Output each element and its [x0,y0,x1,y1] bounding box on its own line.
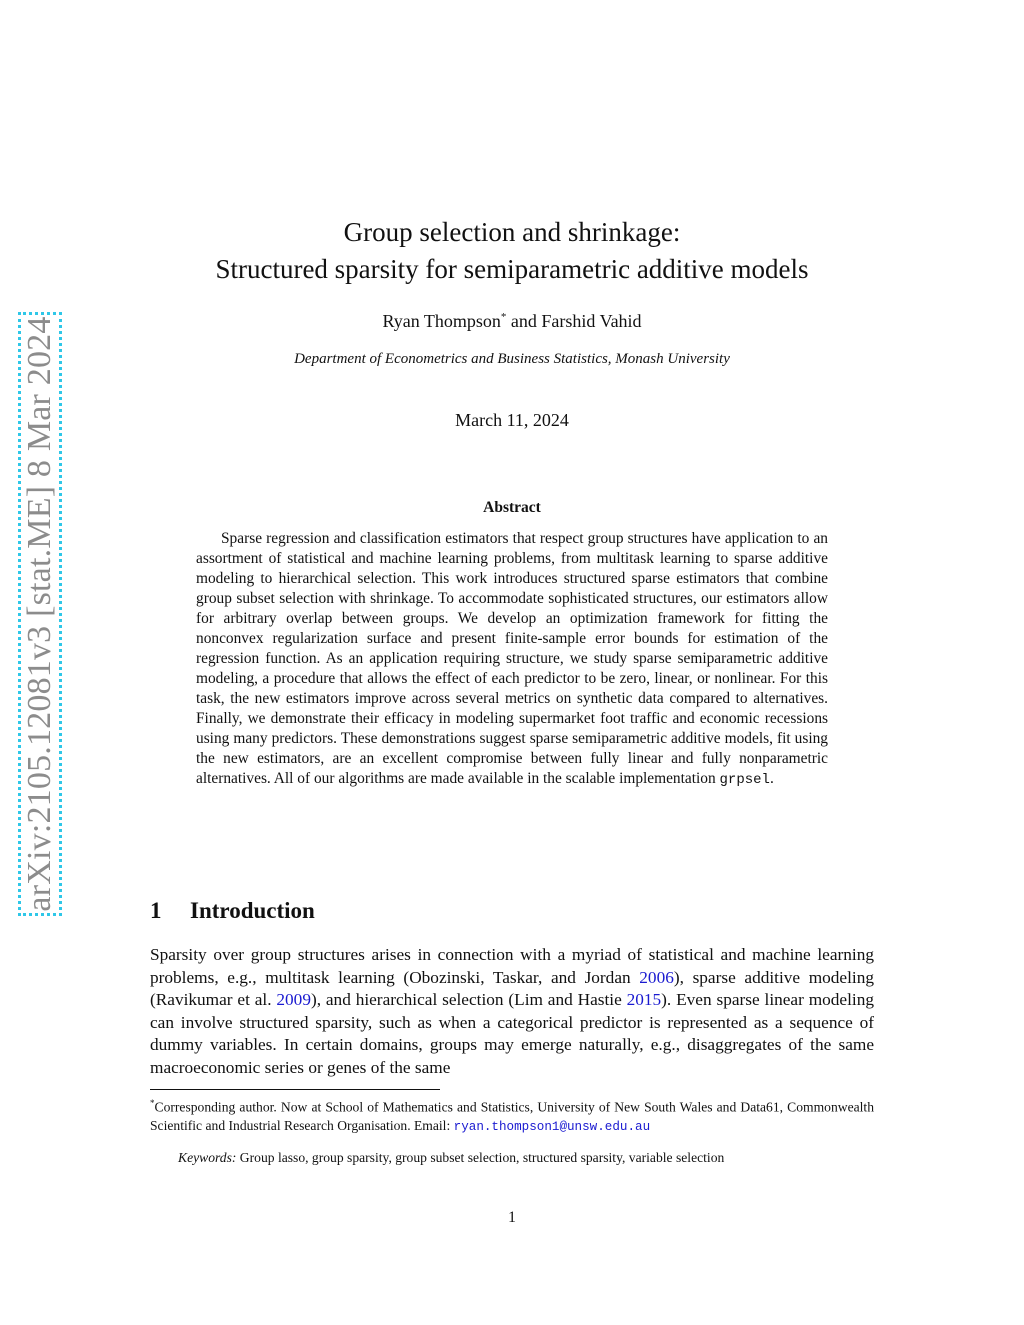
abstract-end: . [769,770,774,787]
footnote [150,1094,874,1136]
package-name: grpsel [719,772,770,788]
author-connector: and [506,311,542,331]
intro-text-1: Sparsity over group structures arises in connection with a myriad of statistical and machine learning problems, e.g., multitask learning (Obozinski, Taskar, and Jordan [150,945,874,987]
affiliation: Department of Econometrics and Business Statistics, Monash University [294,351,730,367]
abstract-heading: Abstract [483,499,541,516]
intro-paragraph [150,944,874,1080]
arxiv-identifier: arXiv:2105.12081v3 [stat.ME] 8 Mar 2024 [21,316,58,912]
author-first: Ryan Thompson [382,311,501,331]
author-footnote-mark: * [500,311,507,323]
intro-text-2: ), sparse additive modeling (Ravikumar et al. [150,967,874,1010]
section-number: 1 [150,898,162,923]
keywords [178,1149,878,1167]
title-line-2: Structured sparsity for semiparametric additive models [215,254,809,284]
citation-link-2006[interactable]: 2006 [639,967,674,987]
footnote-rule [150,1089,440,1090]
intro-text-3: ), and hierarchical selection (Lim and Hastie [310,990,627,1010]
section-heading [150,898,315,924]
intro-text-4: ). Even sparse linear modeling can involve structured sparsity, such as when a categorical predictor is represented as a sequence of dummy variables. In certain domains, groups may emerge naturally, e.g., disaggregates of the same macroeconomic series or genes of the same [150,990,874,1077]
title-line-1: Group selection and shrinkage: [343,217,681,247]
publication-date: March 11, 2024 [455,410,569,430]
email-link[interactable]: ryan.thompson1@unsw.edu.au [453,1119,651,1134]
abstract-text [196,529,828,790]
footnote-mark: * [150,1098,155,1108]
footnote-text: Corresponding author. Now at School of Mathematics and Statistics, University of New South Wales and Data61, Commonwealth Scientific and Industrial Research Organisation. Email: [150,1099,874,1133]
citation-link-2009[interactable]: 2009 [276,990,311,1010]
abstract-body: Sparse regression and classification estimators that respect group structures have application to an assortment of statistical and machine learning problems, from multitask learning to sparse additive modeling to hierarchical selection. This work introduces structured sparse estimators that combine group subset selection with shrinkage. To accommodate sophisticated structures, our estimators allow for arbitrary overlap between groups. We develop an optimization framework for fitting the nonconvex regularization surface and present finite-sample error bounds for estimation of the regression function. As an application requiring structure, we study sparse semiparametric additive modeling, a procedure that allows the effect of each predictor to be zero, linear, or nonlinear. For this task, the new estimators improve across several metrics on synthetic data compared to alternatives. Finally, we demonstrate their efficacy in modeling supermarket foot traffic and economic recessions using many predictors. These demonstrations suggest sparse semiparametric additive models, fit using the new estimators, are an excellent compromise between fully linear and fully nonparametric alternatives. All of our algorithms are made available in the scalable implementation [196,530,828,787]
author-second: Farshid Vahid [541,311,642,331]
keywords-label: Keywords: [178,1150,237,1165]
paper-title [0,214,1024,288]
keywords-text: Group lasso, group sparsity, group subset selection, structured sparsity, variable selection [236,1150,725,1165]
page-number: 1 [508,1209,516,1226]
citation-link-2015[interactable]: 2015 [626,990,662,1010]
section-title: Introduction [190,898,315,923]
author-list [0,311,1024,332]
